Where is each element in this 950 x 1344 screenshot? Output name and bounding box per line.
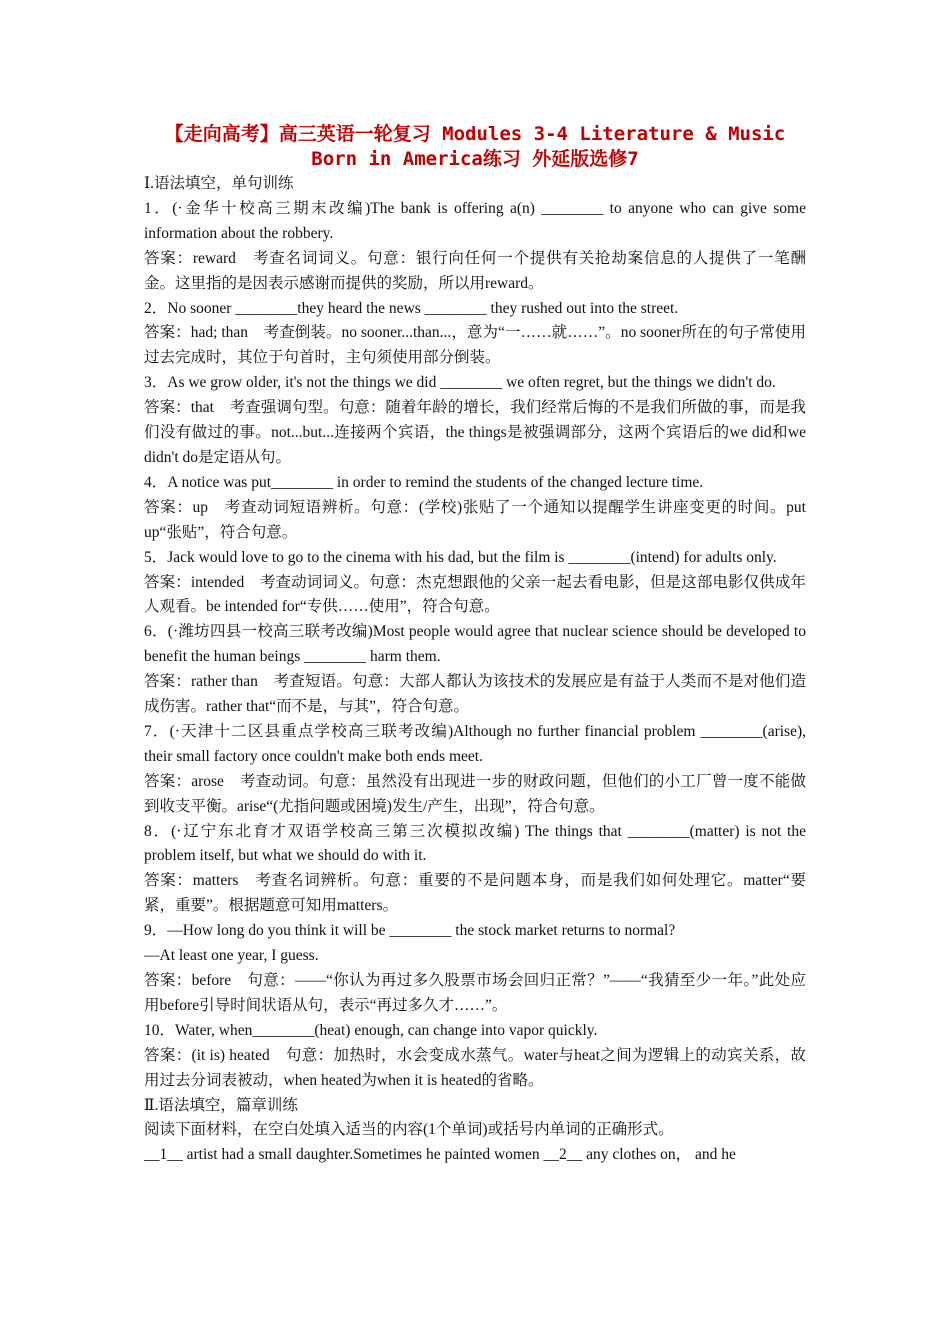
answer-explanation: 答案：intended 考查动词词义。句意：杰克想跟他的父亲一起去看电影，但是这部电影仅供成年人观看。be intended for“专供……使用”，符合句意。 — [144, 573, 806, 616]
title-line-1: 【走向高考】高三英语一轮复习 Modules 3-4 Literature & Music — [164, 123, 786, 145]
section-heading-1: Ⅰ.语法填空，单句训练 — [144, 175, 294, 192]
section-heading-2: Ⅱ.语法填空，篇章训练 — [144, 1096, 298, 1114]
question-item: 10．Water, when________(heat) enough, can change into vapor quickly. — [144, 1021, 598, 1039]
document-page — [144, 122, 806, 1168]
answer-explanation: 答案：up 考查动词短语辨析。句意：(学校)张贴了一个通知以提醒学生讲座变更的时间。put up“张贴”，符合句意。 — [144, 498, 806, 541]
question-item: 2．No sooner ________they heard the news ________ they rushed out into the street. — [144, 299, 679, 317]
question-item: 7．(·天津十二区县重点学校高三联考改编)Although no further financial problem ________(arise), their small factory once couldn't make both ends meet. — [144, 722, 806, 765]
answer-explanation: 答案：reward 考查名词词义。句意：银行向任何一个提供有关抢劫案信息的人提供了一笔酬金。这里指的是因表示感谢而提供的奖励，所以用reward。 — [144, 249, 806, 292]
question-item: 1．(·金华十校高三期末改编)The bank is offering a(n) ________ to anyone who can give some information about the robbery. — [144, 199, 806, 242]
question-item: 8．(·辽宁东北育才双语学校高三第三次模拟改编) The things that ________(matter) is not the problem itself, but what we should do with it. — [144, 822, 806, 865]
question-item: 9．—How long do you think it will be ________ the stock market returns to normal? —At least one year, I guess. — [144, 922, 676, 965]
answer-explanation: 答案：arose 考查动词。句意：虽然没有出现进一步的财政问题，但他们的小工厂曾一度不能做到收支平衡。arise“(尤指问题或困境)发生/产生，出现”，符合句意。 — [144, 772, 806, 815]
document-title — [134, 122, 816, 172]
question-list — [144, 197, 806, 1094]
answer-explanation: 答案：had; than 考查倒装。no sooner...than...，意为“一……就……”。no sooner所在的句子常使用过去完成时，其位于句首时，主句须使用部分倒装。 — [144, 324, 806, 367]
answer-explanation: 答案：matters 考查名词辨析。句意：重要的不是问题本身，而是我们如何处理它。matter“要紧，重要”。根据题意可知用matters。 — [144, 872, 806, 915]
question-item: 4．A notice was put________ in order to remind the students of the changed lecture time. — [144, 473, 704, 491]
instruction-text: 阅读下面材料，在空白处填入适当的内容(1个单词)或括号内单词的正确形式。 — [144, 1121, 674, 1139]
answer-explanation: 答案：before 句意：——“你认为再过多久股票市场会回归正常？”——“我猜至少一年。”此处应用before引导时间状语从句，表示“再过多久才……”。 — [144, 972, 806, 1014]
question-item: 5．Jack would love to go to the cinema with his dad, but the film is ________(intend) for adults only. — [144, 548, 777, 566]
passage-text: __1__ artist had a small daughter.Sometimes he painted women __2__ any clothes on， and he — [144, 1146, 736, 1164]
answer-explanation: 答案：that 考查强调句型。句意：随着年龄的增长，我们经常后悔的不是我们所做的事，而是我们没有做过的事。not...but...连接两个宾语，the things是被强调部分，这两个宾语后的we did和we didn't do是定语从句。 — [144, 399, 806, 466]
question-item: 6．(·潍坊四县一校高三联考改编)Most people would agree that nuclear science should be developed to benefit the human beings ________ harm them. — [144, 623, 806, 666]
answer-explanation: 答案：rather than 考查短语。句意：大部人都认为该技术的发展应是有益于人类而不是对他们造成伤害。rather that“而不是，与其”，符合句意。 — [144, 673, 806, 716]
title-line-2: Born in America练习 外延版选修7 — [311, 148, 639, 170]
answer-explanation: 答案：(it is) heated 句意：加热时，水会变成水蒸气。water与heat之间为逻辑上的动宾关系，故用过去分词表被动，when heated为when it is heated的省略。 — [144, 1046, 806, 1089]
question-item: 3．As we grow older, it's not the things we did ________ we often regret, but the things we didn't do. — [144, 374, 776, 392]
